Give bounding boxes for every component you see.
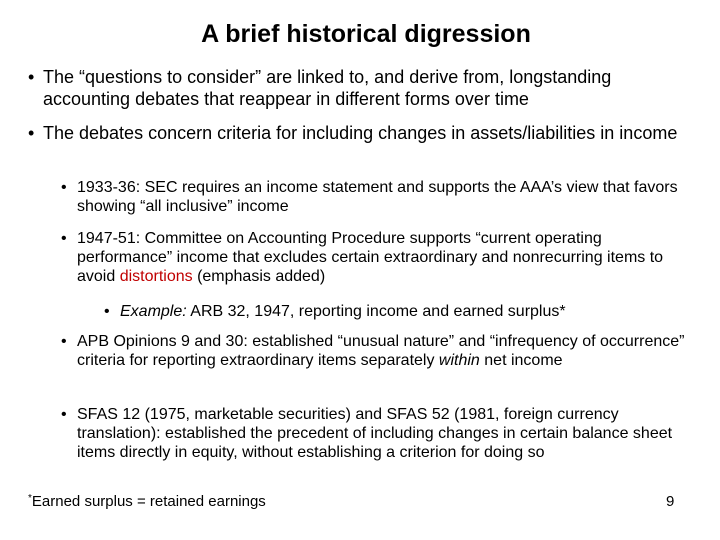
bullet-item — [28, 67, 688, 110]
sub-bullet-text — [61, 332, 701, 370]
bullet-dot: • — [61, 230, 67, 247]
sub-sub-bullet-text — [104, 302, 704, 321]
sub-bullet-item — [61, 178, 701, 216]
sub-bullet-text: SFAS 12 (1975, marketable securities) and SFAS 52 (1981, foreign currency translation): established the precedent of including changes in certain balance sheet items directly in equity, without establishing a criterion for doing so — [77, 406, 673, 462]
bullet-dot: • — [28, 67, 35, 87]
bullet-dot: • — [28, 123, 35, 143]
bullet-text: The “questions to consider” are linked to, and derive from, longstanding accounting debates that reappear in different forms over time — [43, 67, 612, 109]
slide-title: A brief historical digression — [201, 20, 531, 48]
text-run: ARB 32, 1947, reporting income and earned surplus* — [186, 303, 566, 320]
bullet-dot: • — [61, 333, 67, 350]
sub-bullet-item — [61, 229, 701, 287]
text-run: (emphasis added) — [192, 268, 326, 286]
footnote-marker: * — [28, 493, 32, 504]
bullet-dot: • — [61, 406, 67, 423]
bullet-dot: • — [104, 303, 110, 320]
bullet-dot: • — [61, 179, 67, 196]
sub-bullet-item — [61, 332, 701, 370]
bullet-item — [28, 123, 688, 145]
footnote — [28, 493, 266, 510]
text-run: APB Opinions 9 and 30: established “unusual nature” and “infrequency of occurrence” criteria for reporting extraordinary items separately — [77, 333, 685, 370]
sub-bullet-text — [61, 229, 701, 287]
text-run: net income — [479, 352, 563, 370]
sub-bullet-text: 1933-36: SEC requires an income statement and supports the AAA’s view that favors showing “all inclusive” income — [77, 179, 678, 216]
example-label: Example: — [120, 303, 187, 320]
sub-bullet-item — [61, 405, 701, 463]
footnote-text: Earned surplus = retained earnings — [31, 493, 266, 510]
text-run: 1947-51: Committee on Accounting Procedure supports “current operating performance” income that excludes certain extraordinary and nonrecurring items to avoid — [77, 230, 664, 286]
page-number: 9 — [666, 493, 675, 510]
italic-text: within — [438, 352, 480, 370]
bullet-text: The debates concern criteria for including changes in assets/liabilities in income — [43, 123, 678, 143]
emphasis-text: distortions — [119, 268, 193, 286]
sub-sub-bullet-item — [104, 302, 704, 321]
